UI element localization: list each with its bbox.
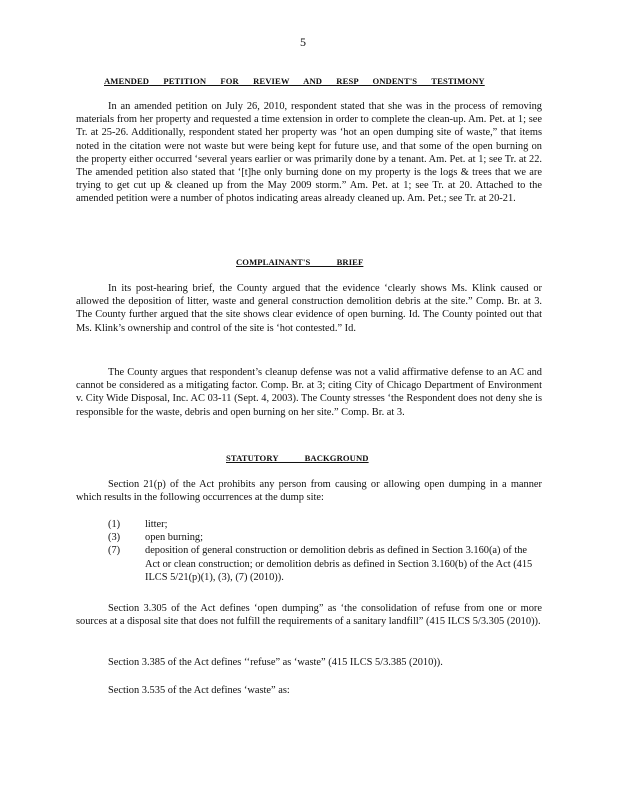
paragraph-county-argues: The County argues that respondent’s cleanup defense was not a valid affirmative defense to an AC and cannot be considered as a mitigating factor. Comp. Br. at 3; citing City of Chicago Department of Environment v. City Wide Disposal, Inc. AC 03-11 (Sept. 4, 2003). The County stresses ‘the Respondent does not deny she is responsible for the waste, debris and open burning on her site.” Comp. Br. at 3.	[76, 367, 542, 418]
list-item	[108, 518, 542, 531]
heading-complainants-brief: COMPLAINANT'S BRIEF	[236, 257, 364, 267]
heading-statutory-background: STATUTORY BACKGROUND	[226, 453, 369, 463]
paragraph-section-3535: Section 3.535 of the Act defines ‘waste” as:	[108, 685, 290, 696]
list-item	[108, 544, 542, 584]
paragraph-complainant-argument: In its post-hearing brief, the County argued that the evidence ‘clearly shows Ms. Klink caused or allowed the deposition of litter, waste and general construction demolition debris at the site.” Comp. Br. at 3. The County further argued that the site shows clear evidence of open burning. Id. The County pointed out that Ms. Klink’s ownership and control of the site is ‘hot contested.” Id.	[76, 283, 542, 334]
heading-amended-petition: AMENDED PETITION FOR REVIEW AND RESP ONDENT'S TESTIMONY	[104, 76, 485, 86]
list-item-number: (1)	[108, 519, 121, 530]
paragraph-section-3305: Section 3.305 of the Act defines ‘open dumping” as ‘the consolidation of refuse from one or more sources at a disposal site that does not fulfill the requirements of a sanitary landfill” (415 ILCS 5/3.305 (2010)).	[76, 603, 542, 628]
list-item-text: open burning;	[145, 532, 204, 544]
list-item-number: (3)	[108, 532, 121, 544]
paragraph-section-21p: Section 21(p) of the Act prohibits any person from causing or allowing open dumping in a manner which results in the following occurrences at the dump site:	[76, 479, 542, 504]
occurrences-list	[108, 518, 542, 584]
list-item-text: litter;	[145, 519, 168, 530]
page-number: 5	[300, 35, 306, 49]
list-item-number: (7)	[108, 545, 121, 557]
paragraph-section-3385: Section 3.385 of the Act defines ‘‘refuse” as ‘waste” (415 ILCS 5/3.385 (2010)).	[108, 657, 443, 668]
list-item-text: deposition of general construction or demolition debris as defined in Section 3.160(a) of the Act or clean construction; or demolition debris as defined in Section 3.160(b) of the Act (415 ILCS 5/21(p)(1), (3), (7) (2010)).	[145, 545, 533, 583]
paragraph-amended-petition: In an amended petition on July 26, 2010, respondent stated that she was in the process of removing materials from her property and requested a time extension in order to complete the clean-up. Am. Pet. at 1; see Tr. at 25-26. Additionally, respondent stated her property was ‘hot an open dumping site of waste,” that items noted in the citation were not waste but were being kept for future use, and that some of the open burning on the property either occurred ‘several years earlier or was primarily done by a tenant. Am. Pet. at 1; see Tr. at 22. The amended petition also stated that ‘[t]he only burning done on my property is the logs & trees that we are trying to get cut up & cleaned up from the May 2009 storm.” Am. Pet. at 1; see Tr. at 20. Attached to the amended petition were a number of photos indicating areas already cleaned up. Am. Pet.; see Tr. at 20-21.	[76, 101, 542, 205]
list-item	[108, 531, 542, 544]
